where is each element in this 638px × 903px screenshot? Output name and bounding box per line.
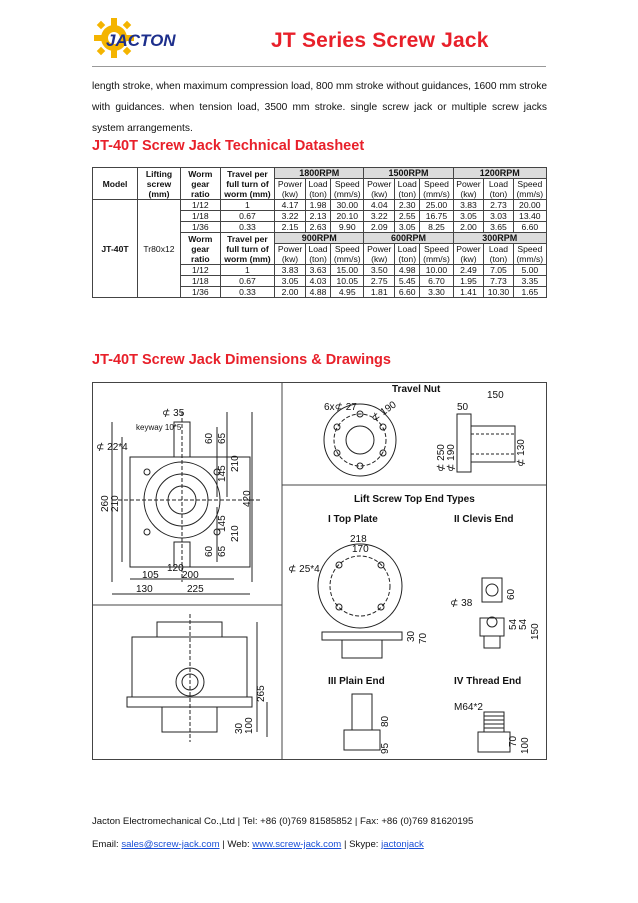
unit-header xyxy=(484,244,513,265)
table-cell: 10.05 xyxy=(331,276,364,287)
unit-header xyxy=(364,179,395,200)
table-cell: 3.22 xyxy=(364,211,395,222)
thread-end-drawing xyxy=(478,712,510,752)
te-m64: M64*2 xyxy=(454,702,483,713)
travel-header-line: Travel per xyxy=(227,168,268,179)
unit-header xyxy=(305,179,330,200)
worm-gear-ratio-header xyxy=(180,233,220,265)
unit-header-line: (kw) xyxy=(281,254,299,264)
tp-218: 218 xyxy=(350,534,367,545)
lifting-screw-header xyxy=(138,168,181,200)
unit-header-line: (mm/s) xyxy=(516,189,544,199)
unit-header-line: (mm/s) xyxy=(423,254,450,264)
unit-header-line: Speed xyxy=(424,179,449,189)
type-top-plate: I Top Plate xyxy=(328,514,378,525)
table-cell: 4.04 xyxy=(364,200,395,211)
table-cell: 7.05 xyxy=(484,265,513,276)
table-cell: 10.00 xyxy=(420,265,453,276)
skype-label: | Skype: xyxy=(341,839,382,850)
nut-pcd: ⊄ 190 xyxy=(369,399,399,425)
travel-header-line: worm (mm) xyxy=(224,253,271,264)
travel-header-line: full turn of xyxy=(226,243,269,254)
te-100: 100 xyxy=(520,737,531,754)
unit-header-line: Power xyxy=(277,244,303,254)
table-cell: 3.63 xyxy=(305,265,330,276)
logo-text: JACTON xyxy=(106,31,176,50)
dim-30: 30 xyxy=(234,722,245,734)
model-cell: JT-40T xyxy=(93,200,138,298)
unit-header-line: (ton) xyxy=(398,254,417,264)
table-cell: 1/36 xyxy=(180,222,220,233)
table-cell: 20.10 xyxy=(331,211,364,222)
rpm-header: 1200RPM xyxy=(453,168,546,179)
clevis-end-drawing xyxy=(480,578,504,648)
table-cell: 2.49 xyxy=(453,265,484,276)
skype-link[interactable]: jactonjack xyxy=(381,839,424,850)
table-cell: 1/18 xyxy=(180,276,220,287)
table-cell: 2.30 xyxy=(395,200,420,211)
dim-60b: 60 xyxy=(204,545,215,557)
dim-210-left: 210 xyxy=(110,495,121,512)
te-70: 70 xyxy=(508,735,519,747)
unit-header-line: Load xyxy=(488,179,509,189)
dim-100: 100 xyxy=(244,717,255,734)
table-cell: 5.45 xyxy=(395,276,420,287)
jacton-logo xyxy=(92,16,202,62)
table-cell: 0.67 xyxy=(220,276,274,287)
table-cell: 3.50 xyxy=(364,265,395,276)
table-cell: 8.25 xyxy=(420,222,453,233)
dim-260: 260 xyxy=(100,495,111,512)
table-cell: 1.98 xyxy=(305,200,330,211)
unit-header-line: Power xyxy=(367,179,392,189)
unit-header-line: Speed xyxy=(334,244,360,254)
unit-header-line: Load xyxy=(397,244,417,254)
unit-header-line: (ton) xyxy=(489,254,508,264)
table-cell: 30.00 xyxy=(331,200,364,211)
table-cell: 1.95 xyxy=(453,276,484,287)
tp-170: 170 xyxy=(352,544,369,555)
dim-145a: 145 xyxy=(217,465,228,482)
travel-header xyxy=(220,233,274,265)
unit-header-line: Power xyxy=(456,244,481,254)
table-cell: 2.55 xyxy=(395,211,420,222)
rpm-header: 900RPM xyxy=(275,233,364,244)
nut-holes: 6x⊄ 27 xyxy=(324,402,357,413)
unit-header-line: (kw) xyxy=(460,254,477,264)
header-divider xyxy=(92,66,546,67)
table-cell: 0.33 xyxy=(220,287,274,298)
unit-header-line: Load xyxy=(308,179,328,189)
unit-header-line: Power xyxy=(456,179,481,189)
travel-header xyxy=(220,168,274,200)
unit-header-line: Power xyxy=(367,244,392,254)
unit-header-line: Speed xyxy=(517,244,543,254)
table-cell: 16.75 xyxy=(420,211,453,222)
unit-header-line: (ton) xyxy=(489,189,508,199)
table-cell: 7.73 xyxy=(484,276,513,287)
web-label: | Web: xyxy=(219,839,253,850)
cl-54b: 54 xyxy=(518,618,529,630)
table-cell: 1/12 xyxy=(180,265,220,276)
dim-65b: 65 xyxy=(217,545,228,557)
top-end-title: Lift Screw Top End Types xyxy=(354,494,475,505)
document-title: JT Series Screw Jack xyxy=(271,29,489,52)
table-cell: 1/18 xyxy=(180,211,220,222)
tp-70: 70 xyxy=(418,632,429,644)
unit-header-line: Power xyxy=(277,179,303,189)
table-cell: 2.63 xyxy=(305,222,330,233)
dim-225: 225 xyxy=(187,584,204,595)
rpm-header: 1500RPM xyxy=(364,168,453,179)
table-cell: 3.05 xyxy=(453,211,484,222)
table-cell: 6.70 xyxy=(420,276,453,287)
worm-gear-ratio-header-line: ratio xyxy=(191,253,210,264)
email-link[interactable]: sales@screw-jack.com xyxy=(121,839,220,850)
intro-paragraph: length stroke, when maximum compression load, 800 mm stroke without guidances, 1600 mm stroke with guidances. when tension load, 3500 mm stroke. single screw jack or multiple screw jacks system arrangements. xyxy=(92,81,547,134)
unit-header xyxy=(513,244,546,265)
dim-145b: 145 xyxy=(217,515,228,532)
travel-header-line: worm (mm) xyxy=(224,188,271,199)
cl-60: 60 xyxy=(506,588,517,600)
dimension-drawings xyxy=(92,382,547,760)
table-cell: 4.88 xyxy=(305,287,330,298)
web-link[interactable]: www.screw-jack.com xyxy=(252,839,342,850)
rpm-header: 600RPM xyxy=(364,233,453,244)
unit-header-line: (kw) xyxy=(281,189,299,199)
table-cell: 3.05 xyxy=(275,276,306,287)
top-view-drawing xyxy=(112,412,262,594)
worm-gear-ratio-header-line: Worm xyxy=(188,233,213,244)
table-cell: 13.40 xyxy=(513,211,546,222)
table-cell: 6.60 xyxy=(395,287,420,298)
unit-header-line: Speed xyxy=(517,179,543,189)
rpm-header-row xyxy=(93,168,547,179)
unit-header xyxy=(453,244,484,265)
table-cell: 1.65 xyxy=(513,287,546,298)
worm-gear-ratio-header-line: gear xyxy=(191,243,210,254)
unit-header-line: Speed xyxy=(424,244,449,254)
worm-gear-ratio-header-line: gear xyxy=(191,178,210,189)
table-cell: 15.00 xyxy=(331,265,364,276)
dim-420: 420 xyxy=(242,490,253,507)
dim-200: 200 xyxy=(182,570,199,581)
cl-150: 150 xyxy=(530,623,541,640)
dim-65a: 65 xyxy=(217,432,228,444)
table-cell: 0.67 xyxy=(220,211,274,222)
table-cell: 2.00 xyxy=(275,287,306,298)
unit-header-line: (ton) xyxy=(309,254,327,264)
table-cell: 3.83 xyxy=(453,200,484,211)
rpm-header: 1800RPM xyxy=(275,168,364,179)
lifting-screw-header-line: screw xyxy=(146,178,172,189)
table-cell: 3.22 xyxy=(275,211,306,222)
unit-header-line: Load xyxy=(308,244,328,254)
technical-datasheet-table xyxy=(92,167,547,298)
dim-phi22: ⊄ 22*4 xyxy=(96,442,128,453)
unit-header-line: (kw) xyxy=(371,189,388,199)
model-header xyxy=(93,168,138,200)
pe-95: 95 xyxy=(380,742,391,754)
lifting-screw-header-line: Lifting xyxy=(145,168,173,179)
type-clevis-end: II Clevis End xyxy=(454,514,514,525)
unit-header xyxy=(275,179,306,200)
footer-links-line xyxy=(92,839,424,850)
table-cell: 4.17 xyxy=(275,200,306,211)
rpm-header: 300RPM xyxy=(453,233,546,244)
worm-gear-ratio-header-line: Worm xyxy=(188,168,213,179)
dim-210b: 210 xyxy=(230,525,241,542)
unit-header xyxy=(420,244,453,265)
dim-265: 265 xyxy=(256,685,267,702)
dim-130: 130 xyxy=(136,584,153,595)
unit-header xyxy=(331,244,364,265)
unit-header-line: (mm/s) xyxy=(333,254,361,264)
email-label: Email: xyxy=(92,839,122,850)
top-plate-drawing xyxy=(318,544,402,658)
table-cell: 2.73 xyxy=(484,200,513,211)
unit-header-line: Load xyxy=(488,244,509,254)
type-plain-end: III Plain End xyxy=(328,676,385,687)
table-cell: 1/12 xyxy=(180,200,220,211)
table-cell: 4.98 xyxy=(395,265,420,276)
unit-header xyxy=(305,244,330,265)
unit-header xyxy=(275,244,306,265)
table-cell: 9.90 xyxy=(331,222,364,233)
table-cell: 3.83 xyxy=(275,265,306,276)
dim-120: 120 xyxy=(167,563,184,574)
tp-30: 30 xyxy=(406,630,417,642)
lifting-screw-header-line: (mm) xyxy=(148,188,170,199)
unit-header xyxy=(395,244,420,265)
unit-header-line: (ton) xyxy=(309,189,327,199)
table-cell: 4.95 xyxy=(331,287,364,298)
table-cell: 1 xyxy=(220,265,274,276)
model-header-line: Model xyxy=(102,178,128,189)
unit-header-line: Speed xyxy=(334,179,360,189)
unit-header xyxy=(395,179,420,200)
type-thread-end: IV Thread End xyxy=(454,676,522,687)
screw-cell: Tr80x12 xyxy=(138,200,181,298)
dim-60a: 60 xyxy=(204,432,215,444)
dim-keyway: keyway 10*5 xyxy=(136,423,182,432)
table-cell: 6.60 xyxy=(513,222,546,233)
table-cell: 2.09 xyxy=(364,222,395,233)
dim-phi35: ⊄ 35 xyxy=(162,408,185,419)
pe-80: 80 xyxy=(380,715,391,727)
table-cell: 2.13 xyxy=(305,211,330,222)
dim-210a: 210 xyxy=(230,455,241,472)
nut-130: ⊄ 130 xyxy=(516,439,527,467)
table-cell: 3.65 xyxy=(484,222,513,233)
unit-header-line: (kw) xyxy=(460,189,477,199)
plain-end-drawing xyxy=(344,694,380,750)
table-cell: 25.00 xyxy=(420,200,453,211)
worm-gear-ratio-header-line: ratio xyxy=(191,188,210,199)
worm-gear-ratio-header xyxy=(180,168,220,200)
table-cell: 10.30 xyxy=(484,287,513,298)
footer-contact-line: Jacton Electromechanical Co.,Ltd | Tel: +86 (0)769 81585852 | Fax: +86 (0)769 81620195 xyxy=(92,816,474,827)
unit-header xyxy=(420,179,453,200)
travel-nut-title: Travel Nut xyxy=(392,384,441,395)
table-cell: 3.05 xyxy=(395,222,420,233)
unit-header xyxy=(364,244,395,265)
table-cell: 2.15 xyxy=(275,222,306,233)
table-cell: 5.00 xyxy=(513,265,546,276)
travel-header-line: Travel per xyxy=(227,233,268,244)
tp-holes: ⊄ 25*4 xyxy=(288,564,320,575)
table-cell: 4.03 xyxy=(305,276,330,287)
travel-nut-drawing xyxy=(324,404,515,476)
unit-header-line: (mm/s) xyxy=(516,254,544,264)
table-cell: 20.00 xyxy=(513,200,546,211)
travel-header-line: full turn of xyxy=(226,178,269,189)
unit-header xyxy=(453,179,484,200)
table-cell: 1.41 xyxy=(453,287,484,298)
table-cell: 3.30 xyxy=(420,287,453,298)
unit-header xyxy=(513,179,546,200)
unit-header xyxy=(484,179,513,200)
table-cell: 0.33 xyxy=(220,222,274,233)
unit-header-line: (kw) xyxy=(371,254,388,264)
table-cell: 3.35 xyxy=(513,276,546,287)
table-cell: 2.75 xyxy=(364,276,395,287)
unit-header xyxy=(331,179,364,200)
dim-105: 105 xyxy=(142,570,159,581)
table-cell: 1.81 xyxy=(364,287,395,298)
unit-header-line: (ton) xyxy=(398,189,417,199)
unit-header-line: Load xyxy=(397,179,417,189)
table-cell: 1/36 xyxy=(180,287,220,298)
nut-250: ⊄ 250 xyxy=(436,444,447,472)
table-cell: 3.03 xyxy=(484,211,513,222)
nut-50: 50 xyxy=(457,402,469,413)
nut-190: ⊄ 190 xyxy=(446,444,457,472)
cl-38: ⊄ 38 xyxy=(450,598,473,609)
nut-150: 150 xyxy=(487,390,504,401)
unit-header-line: (mm/s) xyxy=(333,189,361,199)
table-cell: 2.00 xyxy=(453,222,484,233)
drawings-heading: JT-40T Screw Jack Dimensions & Drawings xyxy=(92,352,391,368)
unit-header-line: (mm/s) xyxy=(423,189,450,199)
datasheet-heading: JT-40T Screw Jack Technical Datasheet xyxy=(92,138,365,154)
cl-54a: 54 xyxy=(508,618,519,630)
table-cell: 1 xyxy=(220,200,274,211)
table-row xyxy=(93,200,547,211)
